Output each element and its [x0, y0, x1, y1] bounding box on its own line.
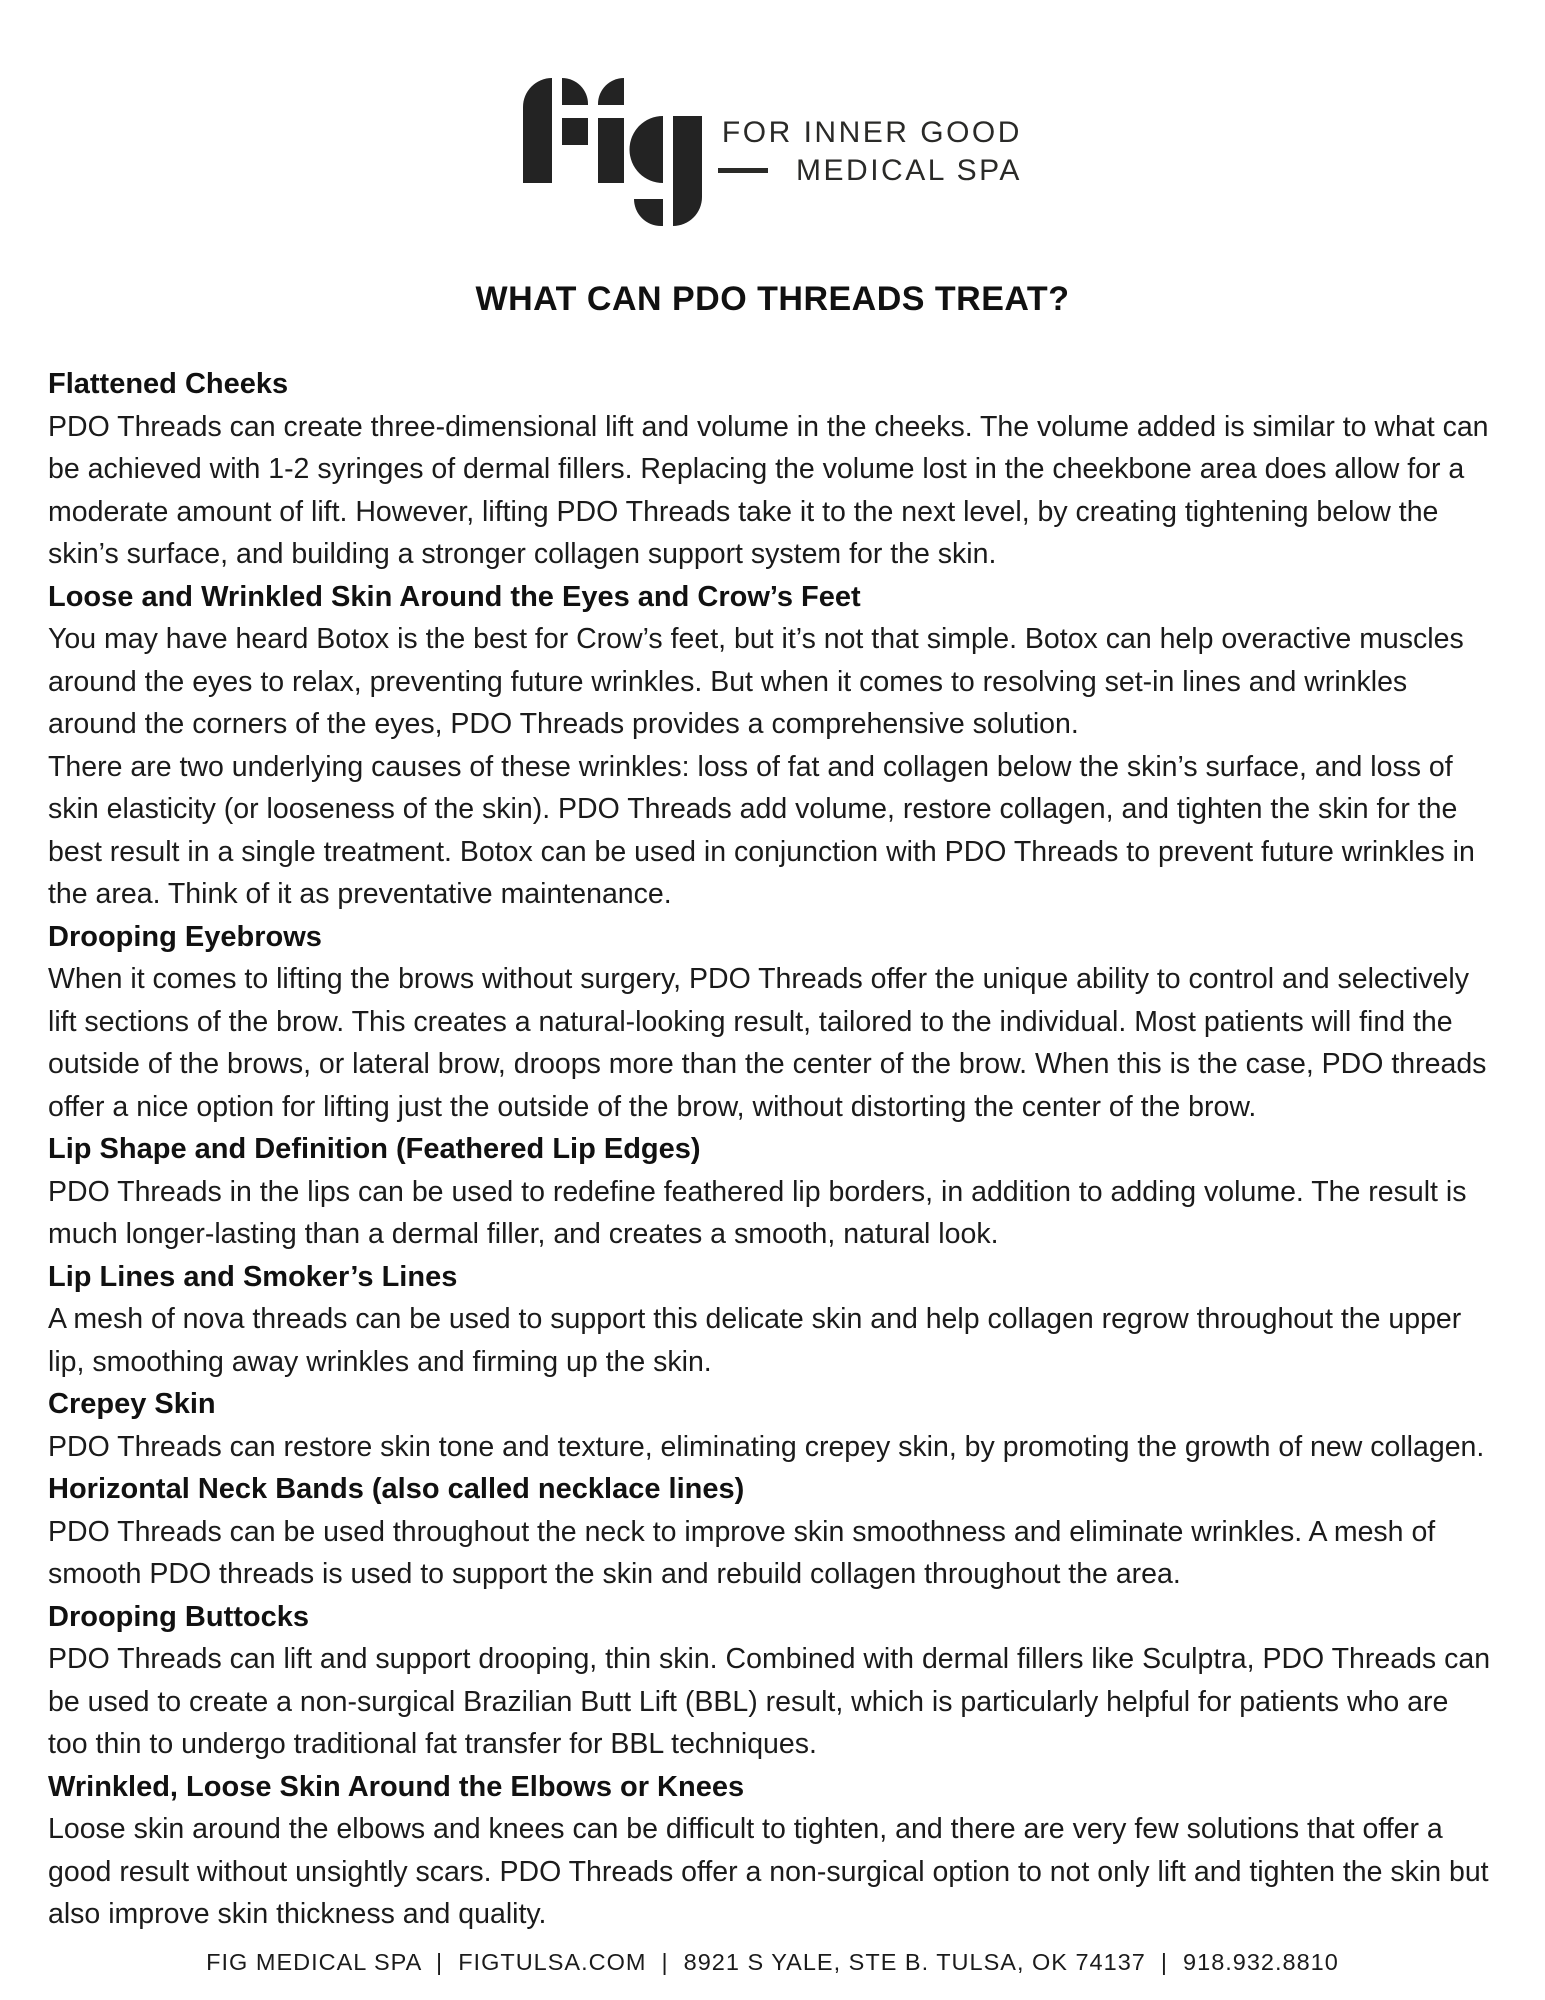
section-heading: Wrinkled, Loose Skin Around the Elbows or Knees — [48, 1770, 745, 1803]
treatment-section — [48, 1766, 1495, 1936]
section-paragraph: PDO Threads in the lips can be used to redefine feathered lip borders, in addition to adding volume. The result is much longer-lasting than a dermal filler, and creates a smooth, natural look. — [48, 1175, 1467, 1250]
page-footer: FIG MEDICAL SPA | FIGTULSA.COM | 8921 S YALE, STE B. TULSA, OK 74137 | 918.932.8810 — [206, 1949, 1339, 1975]
section-heading: Horizontal Neck Bands (also called necklace lines) — [48, 1473, 745, 1505]
section-heading: Loose and Wrinkled Skin Around the Eyes and Crow’s Feet — [48, 580, 861, 613]
section-body — [48, 1171, 1495, 1256]
section-body — [48, 1808, 1495, 1936]
section-heading: Lip Shape and Definition (Feathered Lip Edges) — [48, 1133, 701, 1165]
section-body — [48, 1426, 1495, 1469]
logo-header — [0, 0, 1545, 226]
section-heading: Flattened Cheeks — [48, 368, 289, 400]
section-paragraph: You may have heard Botox is the best for Crow’s feet, but it’s not that simple. Botox can help overactive muscles around the eyes to relax, preventing future wrinkles. But when it comes to resolving set-in lines and wrinkles around the corners of the eyes, PDO Threads provides a comprehensive solution. — [48, 623, 1464, 740]
section-body — [48, 1511, 1495, 1596]
logo-tagline-line2: MEDICAL SPA — [796, 154, 1022, 187]
section-body — [48, 958, 1495, 1128]
treatment-section — [48, 1596, 1495, 1766]
logo-tagline-line1: FOR INNER GOOD — [721, 116, 1022, 150]
section-paragraph: A mesh of nova threads can be used to support this delicate skin and help collagen regrow throughout the upper lip, smoothing away wrinkles and firming up the skin. — [48, 1303, 1462, 1378]
treatment-section — [48, 1383, 1495, 1468]
logo-dash — [718, 168, 768, 173]
section-paragraph: When it comes to lifting the brows without surgery, PDO Threads offer the unique ability to control and selectively lift sections of the brow. This creates a natural-looking result, tailored to the individual. Most patients will find the outside of the brows, or lateral brow, droops more than the center of the brow. When this is the case, PDO threads offer a nice option for lifting just the outside of the brow, without distorting the center of the brow. — [48, 963, 1487, 1123]
treatment-section — [48, 916, 1495, 1129]
logo-text — [718, 114, 1022, 190]
section-paragraph: There are two underlying causes of these wrinkles: loss of fat and collagen below the skin’s surface, and loss of skin elasticity (or looseness of the skin). PDO Threads add volume, restore collagen, and tighten the skin for the best result in a single treatment. Botox can be used in conjunction with PDO Threads to prevent future wrinkles in the area. Think of it as preventative maintenance. — [48, 750, 1475, 910]
sections — [48, 363, 1495, 1936]
section-paragraph: PDO Threads can create three-dimensional lift and volume in the cheeks. The volume added is similar to what can be achieved with 1-2 syringes of dermal fillers. Replacing the volume lost in the cheekbone area does allow for a moderate amount of lift. However, lifting PDO Threads take it to the next level, by creating tightening below the skin’s surface, and building a stronger collagen support system for the skin. — [48, 410, 1489, 570]
section-paragraph: PDO Threads can lift and support drooping, thin skin. Combined with dermal fillers like Sculptra, PDO Threads can be used to create a non-surgical Brazilian Butt Lift (BBL) result, which is particularly helpful for patients who are too thin to undergo traditional fat transfer for BBL techniques. — [48, 1643, 1491, 1760]
section-heading: Crepey Skin — [48, 1388, 216, 1420]
treatment-section — [48, 1468, 1495, 1596]
fig-logo-icon — [523, 78, 702, 226]
treatment-section — [48, 576, 1495, 916]
section-heading: Drooping Buttocks — [48, 1600, 309, 1633]
treatment-section — [48, 1256, 1495, 1384]
section-body — [48, 406, 1495, 576]
treatment-section — [48, 1128, 1495, 1256]
section-paragraph: Loose skin around the elbows and knees can be difficult to tighten, and there are very few solutions that offer a good result without unsightly scars. PDO Threads offer a non-surgical option to not only lift and tighten the skin but also improve skin thickness and quality. — [48, 1813, 1489, 1930]
treatment-section — [48, 363, 1495, 576]
section-paragraph: PDO Threads can be used throughout the neck to improve skin smoothness and eliminate wrinkles. A mesh of smooth PDO threads is used to support the skin and rebuild collagen throughout the area. — [48, 1515, 1436, 1590]
section-heading: Drooping Eyebrows — [48, 920, 322, 953]
section-heading: Lip Lines and Smoker’s Lines — [48, 1260, 458, 1293]
section-body — [48, 1298, 1495, 1383]
section-paragraph: PDO Threads can restore skin tone and texture, eliminating crepey skin, by promoting the growth of new collagen. — [48, 1430, 1485, 1463]
page-title: WHAT CAN PDO THREADS TREAT? — [475, 280, 1070, 318]
section-body — [48, 1638, 1495, 1766]
section-body — [48, 618, 1495, 916]
